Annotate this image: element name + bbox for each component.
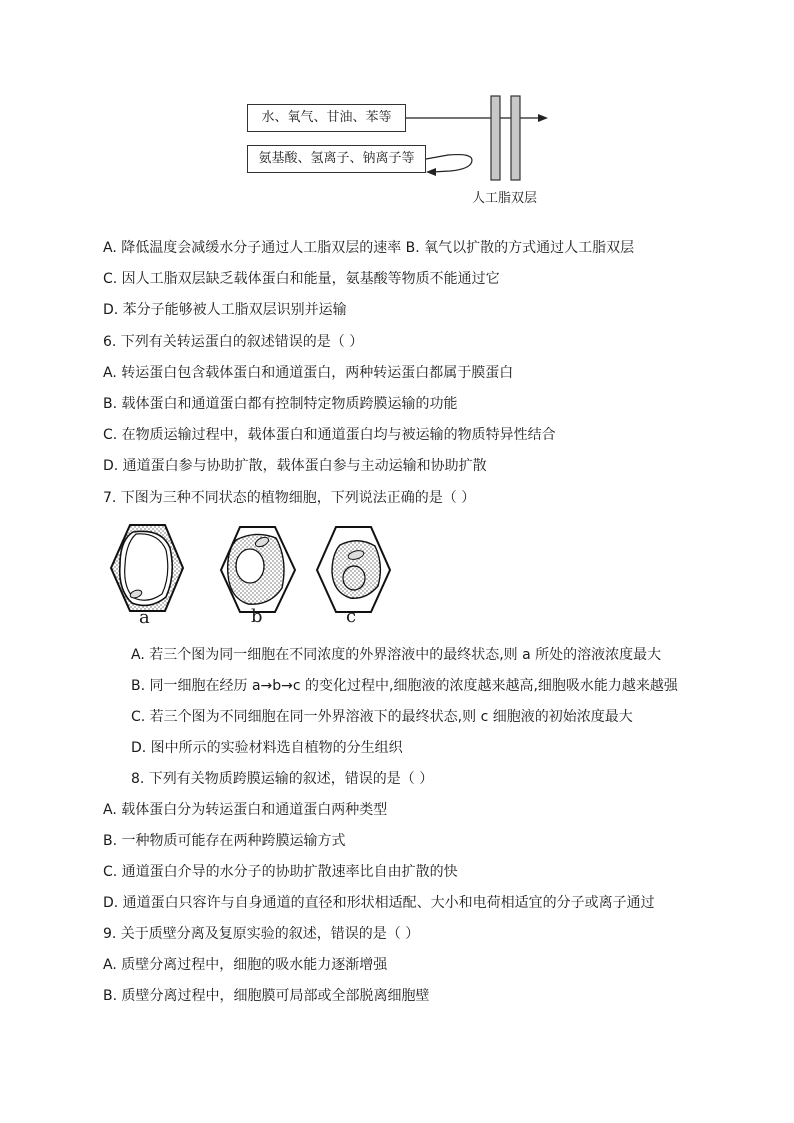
q8-stem: 8. 下列有关物质跨膜运输的叙述，错误的是（ ） xyxy=(131,771,434,787)
q8-option-c: C. 通道蛋白介导的水分子的协助扩散速率比自由扩散的快 xyxy=(103,864,458,880)
cell-label-b: b xyxy=(251,606,263,627)
q8-option-a: A. 载体蛋白分为转运蛋白和通道蛋白两种类型 xyxy=(103,802,388,818)
cell-b xyxy=(221,527,295,612)
q8-option-d: D. 通道蛋白只容许与自身通道的直径和形状相适配、大小和电荷相适宜的分子或离子通过 xyxy=(103,895,655,911)
q5-option-ab: A. 降低温度会减缓水分子通过人工脂双层的速率 B. 氧气以扩散的方式通过人工脂双层 xyxy=(103,240,635,256)
q6-option-b: B. 载体蛋白和通道蛋白都有控制特定物质跨膜运输的功能 xyxy=(103,396,458,412)
cell-a xyxy=(111,525,183,611)
cell-c xyxy=(317,527,390,612)
q7-option-a: A. 若三个图为同一细胞在不同浓度的外界溶液中的最终状态,则 a 所处的溶液浓度最大 xyxy=(131,647,662,663)
cell-label-a: a xyxy=(139,607,150,628)
q7-option-d: D. 图中所示的实验材料选自植物的分生组织 xyxy=(131,740,403,756)
q7-stem: 7. 下图为三种不同状态的植物细胞，下列说法正确的是（ ） xyxy=(103,490,476,506)
q6-option-c: C. 在物质运输过程中，载体蛋白和通道蛋白均与被运输的物质特异性结合 xyxy=(103,427,556,443)
q8-option-b: B. 一种物质可能存在两种跨膜运输方式 xyxy=(103,833,346,849)
q5-option-c: C. 因人工脂双层缺乏载体蛋白和能量，氨基酸等物质不能通过它 xyxy=(103,271,500,287)
cell-label-c: c xyxy=(346,606,357,627)
q9-option-a: A. 质壁分离过程中，细胞的吸水能力逐渐增强 xyxy=(103,957,388,973)
q6-option-d: D. 通道蛋白参与协助扩散，载体蛋白参与主动运输和协助扩散 xyxy=(103,458,487,474)
q6-option-a: A. 转运蛋白包含载体蛋白和通道蛋白，两种转运蛋白都属于膜蛋白 xyxy=(103,365,514,381)
q6-stem: 6. 下列有关转运蛋白的叙述错误的是（ ） xyxy=(103,334,364,350)
diagram1-box-top: 水、氧气、甘油、苯等 xyxy=(247,104,406,132)
q7-option-c: C. 若三个图为不同细胞在同一外界溶液下的最终状态,则 c 细胞液的初始浓度最大 xyxy=(131,709,633,725)
q9-stem: 9. 关于质壁分离及复原实验的叙述，错误的是（ ） xyxy=(103,926,420,942)
q5-option-d: D. 苯分子能够被人工脂双层识别并运输 xyxy=(103,302,347,318)
diagram1-caption: 人工脂双层 xyxy=(472,191,538,206)
diagram1-box-bottom: 氨基酸、氢离子、钠离子等 xyxy=(247,145,426,173)
q9-option-b: B. 质壁分离过程中，细胞膜可局部或全部脱离细胞壁 xyxy=(103,988,430,1004)
q7-option-b: B. 同一细胞在经历 a→b→c 的变化过程中,细胞液的浓度越来越高,细胞吸水能力越来越强 xyxy=(131,678,678,694)
